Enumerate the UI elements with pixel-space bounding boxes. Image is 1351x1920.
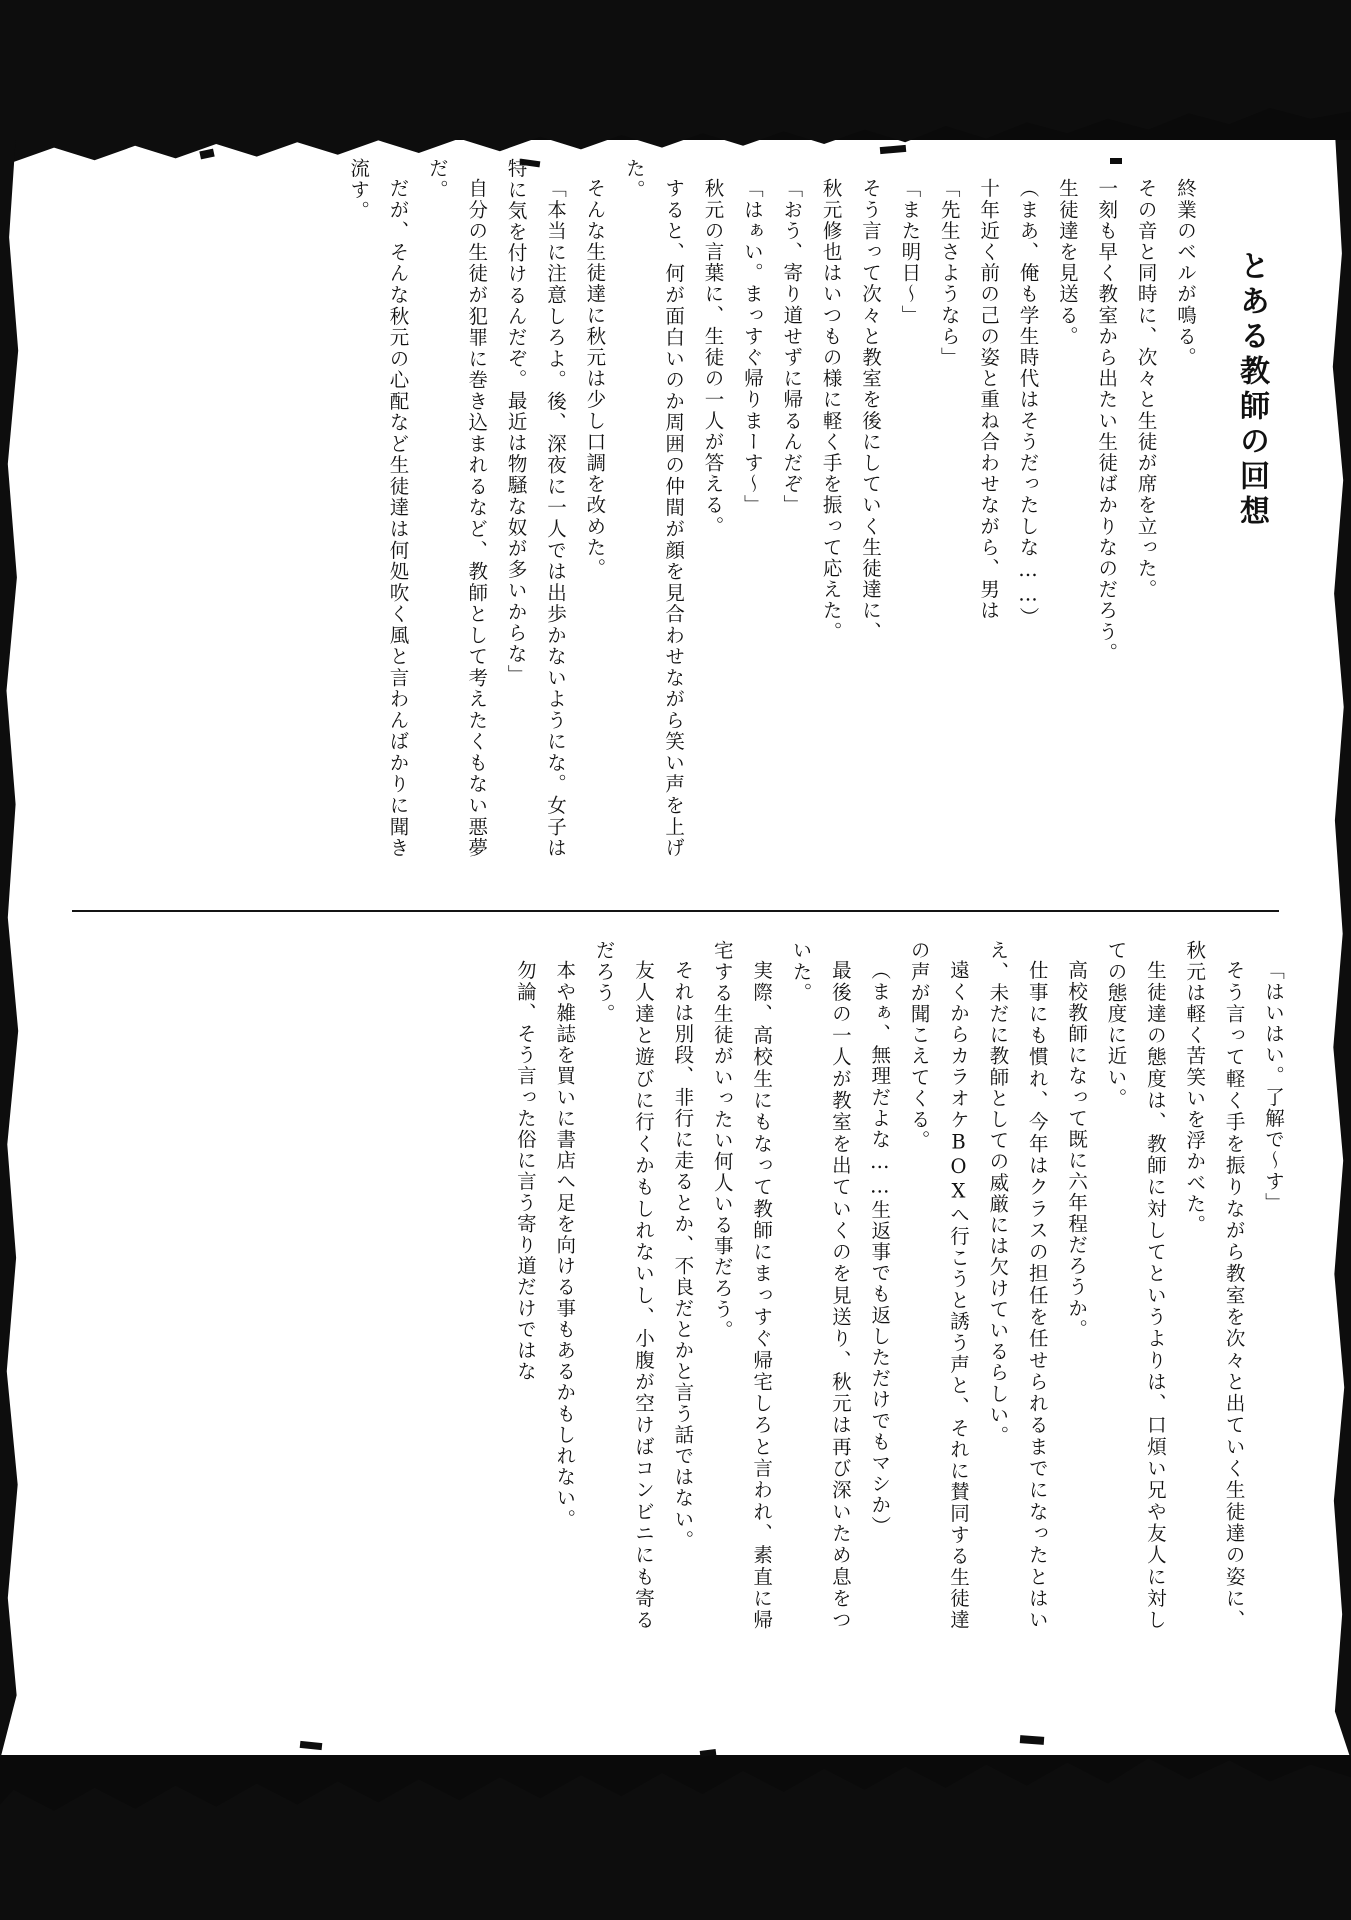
paragraph: 仕事にも慣れ、今年はクラスの担任を任せられるまでになったとはいえ、未だに教師としての威厳には欠けているらしい。	[986, 940, 1049, 1630]
paragraph: それは別段、非行に走るとか、不良だとかと言う話ではない。	[671, 959, 695, 1551]
paragraph: そう言って次々と教室を後にしていく生徒達に、	[859, 177, 882, 642]
paragraph: 遠くからカラオケBOXへ行こうと誘う声と、それに賛同する生徒達の声が聞こえてくる。	[907, 940, 970, 1630]
paragraph: 「はぁい。まっすぐ帰りまーす〜」	[740, 177, 764, 516]
paragraph: （まぁ、無理だよな……生返事でも返しただけでもマシか）	[868, 959, 892, 1537]
paragraph: 本や雑誌を買いに書店へ足を向ける事もあるかもしれない。	[553, 959, 577, 1530]
paragraph: 友人達と遊びに行くかもしれないし、小腹が空けばコンビニにも寄るだろう。	[592, 940, 655, 1630]
paragraph: 秋元の言葉に、生徒の一人が答える。	[701, 177, 725, 537]
paragraph: 「おう、寄り道せずに帰るんだぞ」	[780, 177, 804, 516]
paragraph: 実際、高校生にもなって教師にまっすぐ帰宅しろと言われ、素直に帰宅する生徒がいったい何人いる事だろう。	[710, 940, 774, 1630]
paragraph: 自分の生徒が犯罪に巻き込まれるなど、教師として考えたくもない悪夢だ。	[425, 158, 489, 858]
paragraph: 「また明日〜」	[898, 177, 922, 326]
paragraph: すると、何が面白いのか周囲の仲間が顔を見合わせながら笑い声を上げた。	[622, 158, 686, 858]
paragraph: そんな生徒達に秋元は少し口調を改めた。	[583, 177, 607, 579]
paragraph: 「はいはい。了解で〜す」	[1262, 959, 1285, 1213]
paragraph: だが、そんな秋元の心配など生徒達は何処吹く風と言わんばかりに聞き流す。	[347, 158, 410, 858]
paragraph: 一刻も早く教室から出たい生徒ばかりなのだろう。	[1095, 177, 1119, 663]
paragraph: 生徒達の態度は、教師に対してというよりは、口煩い兄や友人に対しての態度に近い。	[1104, 940, 1167, 1630]
paragraph: 「先生さようなら」	[937, 177, 961, 368]
paragraph: 勿論、そう言った俗に言う寄り道だけではな	[513, 959, 537, 1382]
page-content	[0, 140, 1351, 1755]
section-divider	[72, 910, 1279, 912]
body-text-lower	[93, 940, 1293, 1630]
paragraph: 生徒達を見送る。	[1055, 177, 1079, 347]
page-title: とある教師の回想	[1234, 250, 1269, 530]
paragraph: その音と同時に、次々と生徒が席を立った。	[1134, 177, 1158, 600]
paragraph: そう言って軽く手を振りながら教室を次々と出ていく生徒達の姿に、秋元は軽く苦笑いを浮かべた。	[1183, 940, 1246, 1630]
body-text-upper	[175, 158, 1205, 858]
paragraph: 「本当に注意しろよ。後、深夜に一人では出歩かないようにな。女子は特に気を付けるんだぞ。最近は物騒な奴が多いからな」	[504, 158, 567, 858]
paragraph: 高校教師になって既に六年程だろうか。	[1065, 959, 1089, 1340]
paragraph: 終業のベルが鳴る。	[1174, 177, 1197, 368]
paragraph: （まあ、俺も学生時代はそうだったしな……）	[1016, 177, 1040, 628]
paragraph: 十年近く前の己の姿と重ね合わせながら、男は	[977, 177, 1001, 621]
paragraph: 最後の一人が教室を出ていくのを見送り、秋元は再び深いため息をついた。	[789, 940, 852, 1630]
paragraph: 秋元修也はいつもの様に軽く手を振って応えた。	[819, 177, 843, 642]
